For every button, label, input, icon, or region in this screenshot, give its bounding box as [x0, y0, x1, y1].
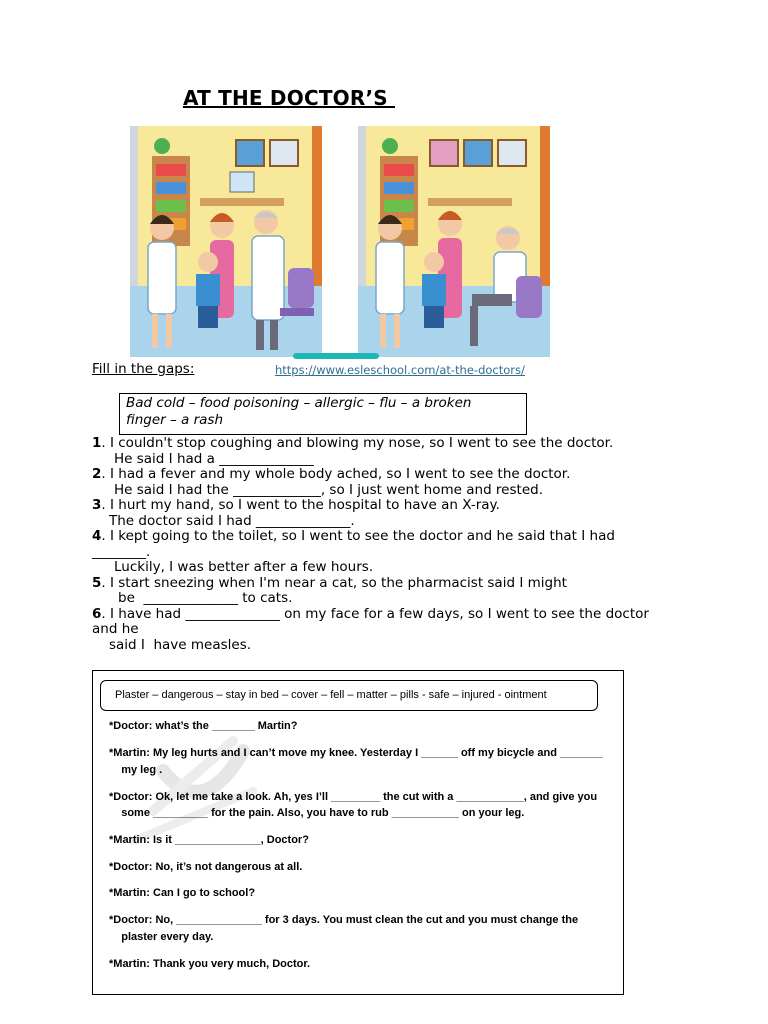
- dialog-line-7: *Doctor: No, it’s not dangerous at all.: [109, 861, 303, 873]
- exercise-item-4-answer: Luckily, I was better after a few hours.: [114, 559, 374, 575]
- dialog-line-3: my leg .: [109, 764, 163, 776]
- dialog-line-6: *Martin: Is it ______________, Doctor?: [109, 834, 309, 846]
- dialog-line-8: *Martin: Can I go to school?: [109, 887, 256, 899]
- page-title: AT THE DOCTOR’S: [183, 86, 396, 110]
- exercise-item-5: 5. I start sneezing when I'm near a cat, so the pharmacist said I might: [92, 574, 567, 591]
- exercise-item-3-answer: The doctor said I had ______________.: [109, 512, 355, 529]
- dialog-line-10: plaster every day.: [109, 931, 214, 943]
- dialog-line-2: *Martin: My leg hurts and I can’t move my knee. Yesterday I ______ off my bicycle and _______: [109, 747, 603, 759]
- doctor-office-illustration-2: [358, 126, 550, 357]
- exercise-1: [92, 436, 652, 653]
- exercise-item-2: 2. I had a fever and my whole body ached, so I went to see the doctor.: [92, 466, 571, 482]
- exercise-item-3: 3. I hurt my hand, so I went to the hospital to have an X-ray.: [92, 497, 500, 513]
- dialog-line-11: *Martin: Thank you very much, Doctor.: [109, 958, 311, 970]
- word-bank-box-1: [119, 393, 527, 435]
- fill-in-the-gaps-label: Fill in the gaps:: [92, 361, 195, 377]
- teal-divider-bar: [293, 353, 379, 359]
- word-bank-line-1: Bad cold – food poisoning – allergic – flu – a broken: [126, 395, 472, 411]
- doctor-office-illustration-1: [130, 126, 322, 357]
- exercise-item-6-answer: said I have measles.: [109, 636, 252, 653]
- dialog-line-5: some _________ for the pain. Also, you have to rub ___________ on your leg.: [109, 807, 525, 819]
- exercise-item-1-answer: He said I had a ______________: [114, 450, 314, 467]
- exercise-item-5-answer: be ______________ to cats.: [118, 590, 293, 606]
- word-bank-box-2: Plaster – dangerous – stay in bed – cover – fell – matter – pills - safe – injured - ointment: [100, 680, 598, 711]
- dialog-line-1: *Doctor: what’s the _______ Martin?: [109, 720, 298, 732]
- exercise-item-4: 4. I kept going to the toilet, so I went to see the doctor and he said that I had ________.: [92, 528, 615, 560]
- word-bank-line-2: finger – a rash: [126, 412, 224, 428]
- source-link[interactable]: https://www.esleschool.com/at-the-doctors/: [275, 363, 525, 377]
- exercise-item-6: 6. I have had ______________ on my face for a few days, so I went to see the doctor and he: [92, 605, 649, 637]
- dialog-line-9: *Doctor: No, ______________ for 3 days. You must clean the cut and you must change the: [109, 914, 579, 926]
- exercise-item-1: 1. I couldn't stop coughing and blowing my nose, so I went to see the doctor.: [92, 435, 614, 451]
- exercise-item-2-answer: He said I had the _____________, so I just went home and rested.: [114, 481, 543, 498]
- dialog-line-4: *Doctor: Ok, let me take a look. Ah, yes I’ll ________ the cut with a ___________, and give you: [109, 791, 598, 803]
